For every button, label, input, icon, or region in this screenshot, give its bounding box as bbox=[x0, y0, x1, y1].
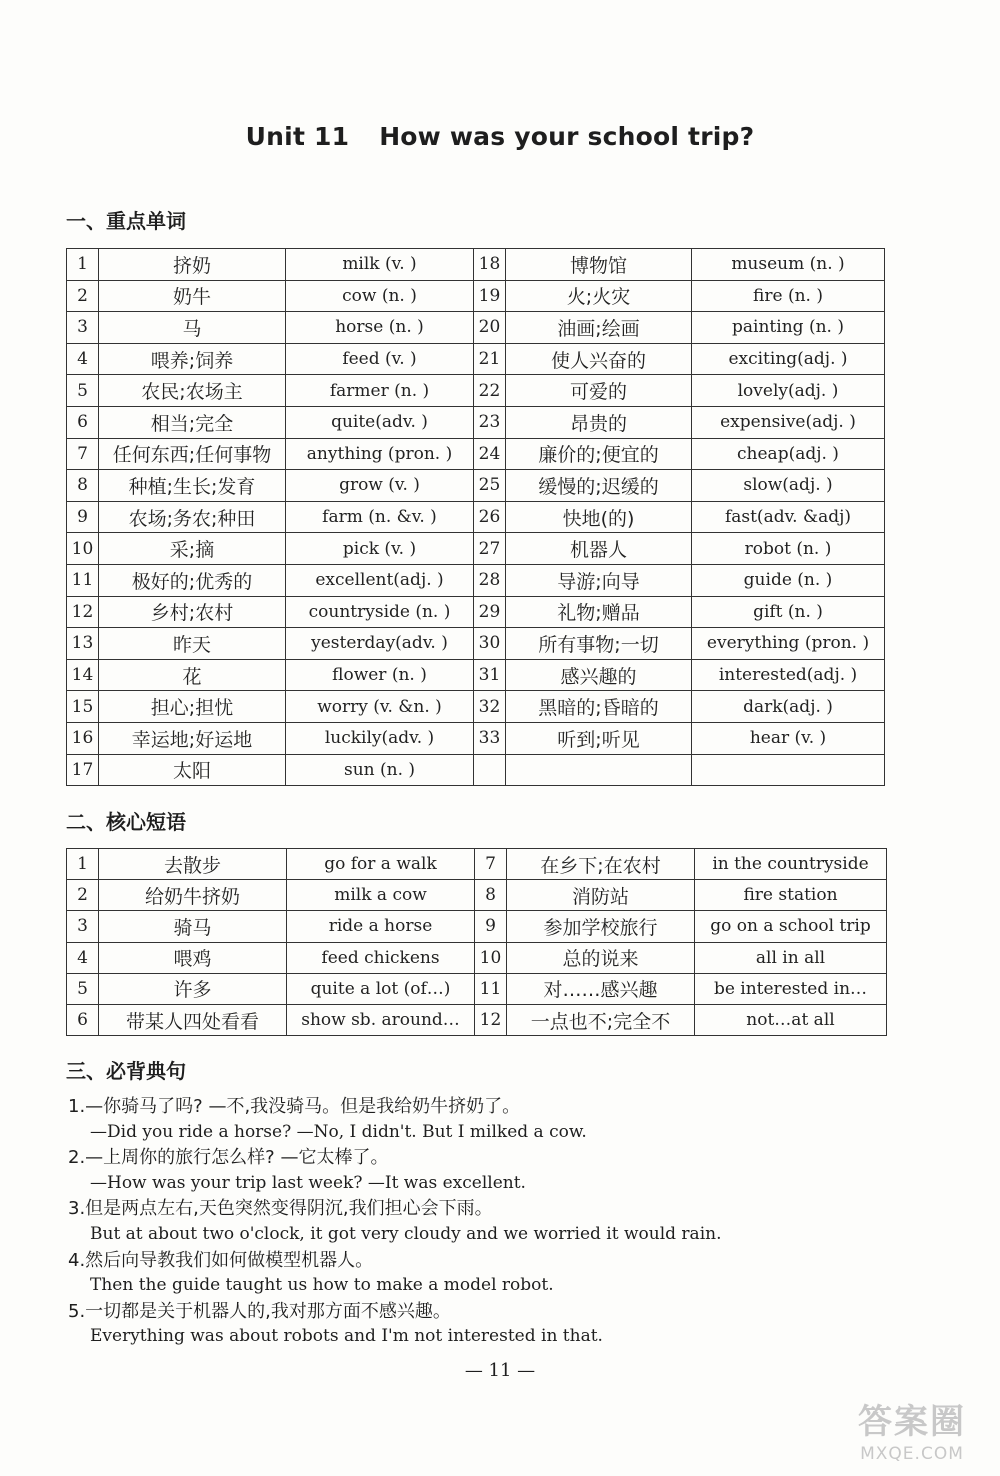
page-title bbox=[0, 122, 1000, 151]
table-cell: 24 bbox=[474, 438, 506, 470]
table-cell: 7 bbox=[67, 438, 99, 470]
table-cell: 机器人 bbox=[506, 533, 692, 565]
table-cell: 6 bbox=[67, 406, 99, 438]
table-row bbox=[67, 628, 885, 660]
table-cell: yesterday(adv. ) bbox=[286, 628, 474, 660]
table-cell: 13 bbox=[67, 628, 99, 660]
table-cell: 挤奶 bbox=[99, 249, 286, 281]
table-cell: 许多 bbox=[99, 973, 287, 1004]
table-cell: 一点也不;完全不 bbox=[507, 1004, 695, 1035]
table-cell: feed chickens bbox=[287, 942, 475, 973]
table-cell: 喂鸡 bbox=[99, 942, 287, 973]
sentence-2-zh: 2.—上周你的旅行怎么样? —它太棒了。 bbox=[68, 1147, 389, 1169]
table-cell: ride a horse bbox=[287, 911, 475, 942]
table-cell: 带某人四处看看 bbox=[99, 1004, 287, 1035]
table-row bbox=[67, 312, 885, 344]
table-cell: 3 bbox=[67, 312, 99, 344]
table-cell: 12 bbox=[475, 1004, 507, 1035]
table-row bbox=[67, 942, 887, 973]
table-cell: milk a cow bbox=[287, 880, 475, 911]
table-cell: anything (pron. ) bbox=[286, 438, 474, 470]
table-cell: 9 bbox=[475, 911, 507, 942]
table-cell: 导游;向导 bbox=[506, 564, 692, 596]
table-cell: 给奶牛挤奶 bbox=[99, 880, 287, 911]
table-cell: 种植;生长;发育 bbox=[99, 470, 286, 502]
table-cell: 32 bbox=[474, 691, 506, 723]
table-row bbox=[67, 849, 887, 880]
table-cell: 礼物;赠品 bbox=[506, 596, 692, 628]
table-cell: 花 bbox=[99, 659, 286, 691]
table-row bbox=[67, 911, 887, 942]
unit-label: Unit 11 bbox=[245, 122, 350, 151]
table-cell: 5 bbox=[67, 375, 99, 407]
page-number: — 11 — bbox=[464, 1360, 536, 1381]
table-cell: 27 bbox=[474, 533, 506, 565]
table-cell: fire station bbox=[695, 880, 887, 911]
table-cell: 骑马 bbox=[99, 911, 287, 942]
table-cell: show sb. around… bbox=[287, 1004, 475, 1035]
watermark-logo bbox=[832, 1400, 992, 1470]
table-cell: 4 bbox=[67, 942, 99, 973]
table-cell: sun (n. ) bbox=[286, 754, 474, 786]
table-row bbox=[67, 533, 885, 565]
table-cell: luckily(adv. ) bbox=[286, 722, 474, 754]
table-cell: everything (pron. ) bbox=[692, 628, 885, 660]
table-cell: 9 bbox=[67, 501, 99, 533]
section-2-heading: 二、核心短语 bbox=[66, 810, 186, 834]
table-cell: 感兴趣的 bbox=[506, 659, 692, 691]
table-cell: 10 bbox=[67, 533, 99, 565]
table-cell: 去散步 bbox=[99, 849, 287, 880]
vocabulary-table bbox=[66, 248, 885, 786]
table-cell: 25 bbox=[474, 470, 506, 502]
table-cell: 11 bbox=[475, 973, 507, 1004]
table-cell: 30 bbox=[474, 628, 506, 660]
table-cell: 廉价的;便宜的 bbox=[506, 438, 692, 470]
table-cell: excellent(adj. ) bbox=[286, 564, 474, 596]
table-cell: 18 bbox=[474, 249, 506, 281]
table-cell: 参加学校旅行 bbox=[507, 911, 695, 942]
table-cell: 昂贵的 bbox=[506, 406, 692, 438]
table-cell: 17 bbox=[67, 754, 99, 786]
table-cell: 总的说来 bbox=[507, 942, 695, 973]
table-cell: be interested in… bbox=[695, 973, 887, 1004]
table-cell: 26 bbox=[474, 501, 506, 533]
table-cell: fire (n. ) bbox=[692, 280, 885, 312]
table-cell: all in all bbox=[695, 942, 887, 973]
table-cell: interested(adj. ) bbox=[692, 659, 885, 691]
table-cell: 可爱的 bbox=[506, 375, 692, 407]
table-cell: 10 bbox=[475, 942, 507, 973]
table-cell: 20 bbox=[474, 312, 506, 344]
table-cell: 22 bbox=[474, 375, 506, 407]
sentence-5-zh: 5.一切都是关于机器人的,我对那方面不感兴趣。 bbox=[68, 1300, 451, 1322]
table-cell: go for a walk bbox=[287, 849, 475, 880]
table-cell: 听到;听见 bbox=[506, 722, 692, 754]
table-cell: farmer (n. ) bbox=[286, 375, 474, 407]
table-cell: 8 bbox=[67, 470, 99, 502]
table-cell: 2 bbox=[67, 280, 99, 312]
watermark-top: 答案圈 bbox=[858, 1402, 966, 1442]
table-cell: 在乡下;在农村 bbox=[507, 849, 695, 880]
table-cell: 15 bbox=[67, 691, 99, 723]
table-cell: flower (n. ) bbox=[286, 659, 474, 691]
table-cell: fast(adv. &adj) bbox=[692, 501, 885, 533]
table-cell: 消防站 bbox=[507, 880, 695, 911]
table-cell: 农场;务农;种田 bbox=[99, 501, 286, 533]
table-row bbox=[67, 880, 887, 911]
table-cell: not…at all bbox=[695, 1004, 887, 1035]
table-row bbox=[67, 564, 885, 596]
table-cell: 快地(的) bbox=[506, 501, 692, 533]
table-cell: 2 bbox=[67, 880, 99, 911]
table-row bbox=[67, 249, 885, 281]
table-cell: 所有事物;一切 bbox=[506, 628, 692, 660]
table-cell: 幸运地;好运地 bbox=[99, 722, 286, 754]
table-cell: 7 bbox=[475, 849, 507, 880]
sentence-3-en: But at about two o'clock, it got very cloudy and we worried it would rain. bbox=[90, 1223, 722, 1244]
sentence-3-zh: 3.但是两点左右,天色突然变得阴沉,我们担心会下雨。 bbox=[68, 1198, 493, 1220]
table-row bbox=[67, 343, 885, 375]
table-row bbox=[67, 438, 885, 470]
sentence-2-en: —How was your trip last week? —It was excellent. bbox=[90, 1172, 526, 1193]
sentence-5-en: Everything was about robots and I'm not interested in that. bbox=[90, 1326, 603, 1347]
phrase-table bbox=[66, 848, 887, 1036]
table-cell: 采;摘 bbox=[99, 533, 286, 565]
table-cell: 相当;完全 bbox=[99, 406, 286, 438]
table-cell: expensive(adj. ) bbox=[692, 406, 885, 438]
table-cell: 4 bbox=[67, 343, 99, 375]
table-row bbox=[67, 754, 885, 786]
table-cell: museum (n. ) bbox=[692, 249, 885, 281]
table-row bbox=[67, 406, 885, 438]
table-cell: 昨天 bbox=[99, 628, 286, 660]
table-row bbox=[67, 973, 887, 1004]
table-cell: 8 bbox=[475, 880, 507, 911]
table-cell: 28 bbox=[474, 564, 506, 596]
table-cell: 乡村;农村 bbox=[99, 596, 286, 628]
table-cell: cow (n. ) bbox=[286, 280, 474, 312]
section-3-heading: 三、必背典句 bbox=[66, 1059, 186, 1083]
table-cell: 5 bbox=[67, 973, 99, 1004]
table-cell: exciting(adj. ) bbox=[692, 343, 885, 375]
table-cell: worry (v. &n. ) bbox=[286, 691, 474, 723]
table-cell: in the countryside bbox=[695, 849, 887, 880]
table-cell: 使人兴奋的 bbox=[506, 343, 692, 375]
table-cell: robot (n. ) bbox=[692, 533, 885, 565]
table-cell: countryside (n. ) bbox=[286, 596, 474, 628]
table-cell: milk (v. ) bbox=[286, 249, 474, 281]
table-cell: cheap(adj. ) bbox=[692, 438, 885, 470]
table-cell: 火;火灾 bbox=[506, 280, 692, 312]
table-cell: lovely(adj. ) bbox=[692, 375, 885, 407]
table-cell: 任何东西;任何事物 bbox=[99, 438, 286, 470]
table-cell: 博物馆 bbox=[506, 249, 692, 281]
table-cell: 对……感兴趣 bbox=[507, 973, 695, 1004]
table-cell: 奶牛 bbox=[99, 280, 286, 312]
title-text: How was your school trip? bbox=[379, 122, 755, 151]
table-row bbox=[67, 691, 885, 723]
table-cell: 33 bbox=[474, 722, 506, 754]
table-cell: 19 bbox=[474, 280, 506, 312]
table-cell: 极好的;优秀的 bbox=[99, 564, 286, 596]
section-1-heading: 一、重点单词 bbox=[66, 209, 186, 233]
table-cell: 23 bbox=[474, 406, 506, 438]
table-cell: guide (n. ) bbox=[692, 564, 885, 596]
table-cell: 太阳 bbox=[99, 754, 286, 786]
table-cell: 11 bbox=[67, 564, 99, 596]
table-cell: go on a school trip bbox=[695, 911, 887, 942]
table-cell: 21 bbox=[474, 343, 506, 375]
table-cell: 缓慢的;迟缓的 bbox=[506, 470, 692, 502]
table-cell: 担心;担忧 bbox=[99, 691, 286, 723]
table-cell: 29 bbox=[474, 596, 506, 628]
sentence-4-zh: 4.然后向导教我们如何做模型机器人。 bbox=[68, 1249, 374, 1271]
table-cell: slow(adj. ) bbox=[692, 470, 885, 502]
table-row bbox=[67, 1004, 887, 1035]
table-cell: 马 bbox=[99, 312, 286, 344]
table-cell: 12 bbox=[67, 596, 99, 628]
key-sentences bbox=[68, 1094, 948, 1350]
sentence-1-zh: 1.—你骑马了吗? —不,我没骑马。但是我给奶牛挤奶了。 bbox=[68, 1096, 521, 1117]
sentence-1-en: —Did you ride a horse? —No, I didn't. But I milked a cow. bbox=[90, 1121, 587, 1142]
watermark-bottom: MXQE.COM bbox=[860, 1444, 964, 1464]
table-cell: grow (v. ) bbox=[286, 470, 474, 502]
table-cell bbox=[692, 754, 885, 786]
table-cell: 农民;农场主 bbox=[99, 375, 286, 407]
table-cell: 1 bbox=[67, 249, 99, 281]
table-row bbox=[67, 470, 885, 502]
table-row bbox=[67, 722, 885, 754]
table-cell: 31 bbox=[474, 659, 506, 691]
sentence-4-en: Then the guide taught us how to make a model robot. bbox=[90, 1275, 554, 1296]
table-cell: quite(adv. ) bbox=[286, 406, 474, 438]
table-row bbox=[67, 280, 885, 312]
table-row bbox=[67, 501, 885, 533]
table-cell: pick (v. ) bbox=[286, 533, 474, 565]
table-cell: 3 bbox=[67, 911, 99, 942]
table-cell: quite a lot (of…) bbox=[287, 973, 475, 1004]
table-cell: 14 bbox=[67, 659, 99, 691]
table-cell bbox=[506, 754, 692, 786]
table-cell: farm (n. &v. ) bbox=[286, 501, 474, 533]
table-row bbox=[67, 659, 885, 691]
table-row bbox=[67, 375, 885, 407]
table-cell: feed (v. ) bbox=[286, 343, 474, 375]
table-cell: 16 bbox=[67, 722, 99, 754]
table-cell: horse (n. ) bbox=[286, 312, 474, 344]
table-cell: dark(adj. ) bbox=[692, 691, 885, 723]
table-cell: hear (v. ) bbox=[692, 722, 885, 754]
table-cell: 黑暗的;昏暗的 bbox=[506, 691, 692, 723]
table-cell: painting (n. ) bbox=[692, 312, 885, 344]
table-cell: 1 bbox=[67, 849, 99, 880]
table-cell: 6 bbox=[67, 1004, 99, 1035]
table-cell: 喂养;饲养 bbox=[99, 343, 286, 375]
table-cell bbox=[474, 754, 506, 786]
table-cell: gift (n. ) bbox=[692, 596, 885, 628]
table-cell: 油画;绘画 bbox=[506, 312, 692, 344]
table-row bbox=[67, 596, 885, 628]
